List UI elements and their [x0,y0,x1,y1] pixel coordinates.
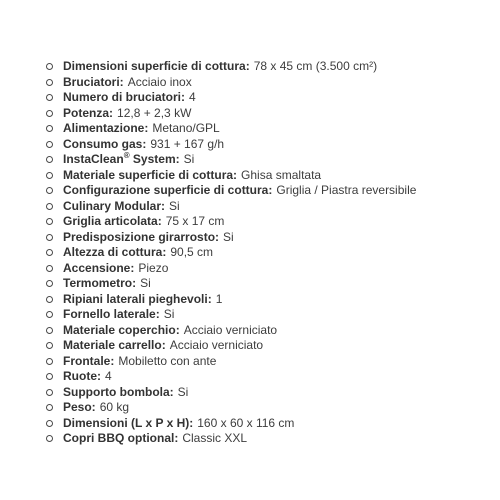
circle-bullet-icon [46,373,53,380]
circle-bullet-icon [46,156,53,163]
spec-item [46,199,496,215]
spec-value: Si [223,229,234,244]
spec-list [46,59,496,447]
spec-label [63,230,219,246]
spec-item [46,106,496,122]
spec-label [63,385,174,401]
spec-value: Acciaio inox [127,74,192,89]
spec-label [63,75,124,91]
circle-bullet-icon [46,141,53,148]
spec-item [46,75,496,91]
spec-item [46,152,496,168]
spec-label-text: Bruciatori: [63,74,124,89]
spec-item [46,261,496,277]
spec-label [63,431,178,447]
spec-item [46,292,496,308]
circle-bullet-icon [46,404,53,411]
spec-value: Si [163,307,175,321]
spec-item [46,307,496,323]
spec-label-text: Ruote: [63,369,101,383]
spec-value: 4 [105,369,112,383]
circle-bullet-icon [46,358,53,365]
spec-item [46,323,496,339]
spec-item [46,276,496,292]
spec-value: Si [183,152,195,166]
spec-label [63,292,212,308]
spec-label [63,121,148,137]
circle-bullet-icon [46,187,53,194]
spec-item [46,385,496,401]
spec-label [63,416,193,432]
spec-item [46,183,496,199]
spec-label-text: Supporto bombola: [63,384,174,399]
spec-item [46,168,496,184]
spec-label-text: Consumo gas: [63,136,147,151]
spec-label [63,199,165,215]
spec-label [63,307,160,323]
spec-label [63,369,101,385]
circle-bullet-icon [46,420,53,427]
spec-item [46,245,496,261]
spec-label-text: Materiale carrello: [63,338,166,352]
spec-label [63,276,136,292]
circle-bullet-icon [46,125,53,132]
spec-value: Acciaio verniciato [183,322,278,337]
spec-value: 78 x 45 cm (3.500 cm²) [253,59,378,73]
circle-bullet-icon [46,389,53,396]
spec-label [63,152,180,168]
circle-bullet-icon [46,311,53,318]
spec-item [46,431,496,447]
spec-label [63,261,134,277]
spec-value: Classic XXL [182,431,248,445]
spec-value: Metano/GPL [152,121,220,135]
spec-label [63,90,185,106]
circle-bullet-icon [46,249,53,256]
circle-bullet-icon [46,110,53,117]
spec-label-text: Fornello laterale: [63,307,160,321]
spec-value: Si [169,198,180,213]
spec-item [46,121,496,137]
spec-item [46,354,496,370]
spec-label [63,59,250,75]
spec-value: Si [177,384,189,399]
spec-item [46,416,496,432]
spec-label-text: Dimensioni (L x P x H): [63,415,194,430]
spec-label-text: InstaClean [63,152,124,166]
spec-item [46,214,496,230]
spec-value: 931 + 167 g/h [150,136,225,151]
spec-label-text: Altezza di cottura: [63,245,167,259]
circle-bullet-icon [46,63,53,70]
circle-bullet-icon [46,203,53,210]
spec-value: Ghisa smaltata [241,167,322,182]
spec-label-text: Alimentazione: [63,121,149,135]
circle-bullet-icon [46,327,53,334]
spec-item [46,338,496,354]
spec-item [46,400,496,416]
circle-bullet-icon [46,218,53,225]
spec-value: 60 kg [99,400,130,414]
spec-label [63,168,237,184]
spec-label [63,137,146,153]
spec-label-text: Ripiani laterali pieghevoli: [63,291,212,306]
spec-label-text: Peso: [63,400,96,414]
spec-label [63,214,162,230]
spec-value: 160 x 60 x 116 cm [197,415,295,430]
circle-bullet-icon [46,234,53,241]
circle-bullet-icon [46,94,53,101]
spec-value: 90,5 cm [170,245,214,259]
spec-label-text: Frontale: [63,353,115,368]
spec-item [46,137,496,153]
spec-value: Piezo [138,260,169,275]
spec-value: Mobiletto con ante [118,353,217,368]
spec-label [63,245,166,261]
spec-value: Griglia / Piastra reversibile [276,183,417,197]
spec-item [46,230,496,246]
spec-label-text: Predisposizione girarrosto: [63,229,220,244]
spec-item [46,369,496,385]
spec-label [63,400,96,416]
spec-value: 12,8 + 2,3 kW [117,105,192,120]
spec-label-text: Termometro: [63,276,137,290]
spec-value: 75 x 17 cm [165,214,225,228]
spec-item [46,59,496,75]
spec-label-text: Dimensioni superficie di cottura: [63,59,250,73]
spec-label-suffix: System: [129,152,180,166]
circle-bullet-icon [46,172,53,179]
spec-label-text: Griglia articolata: [63,214,162,228]
circle-bullet-icon [46,280,53,287]
spec-label-text: Materiale superficie di cottura: [63,167,238,182]
circle-bullet-icon [46,342,53,349]
circle-bullet-icon [46,79,53,86]
spec-label-text: Numero di bruciatori: [63,90,186,104]
registered-mark: ® [123,151,130,160]
circle-bullet-icon [46,435,53,442]
spec-label-text: Configurazione superficie di cottura: [63,183,273,197]
spec-value: Acciaio verniciato [169,338,264,352]
spec-label-text: Materiale coperchio: [63,322,180,337]
spec-label [63,323,180,339]
spec-label-text: Accensione: [63,260,135,275]
spec-item [46,90,496,106]
spec-label [63,106,113,122]
spec-label [63,338,166,354]
circle-bullet-icon [46,296,53,303]
spec-label [63,354,114,370]
spec-label-text: Potenza: [63,105,114,120]
spec-value: 1 [215,291,223,306]
spec-value: Si [140,276,151,290]
spec-label-text: Culinary Modular: [63,198,166,213]
spec-value: 4 [189,90,196,104]
spec-label-text: Copri BBQ optional: [63,431,179,445]
circle-bullet-icon [46,265,53,272]
spec-label [63,183,272,199]
